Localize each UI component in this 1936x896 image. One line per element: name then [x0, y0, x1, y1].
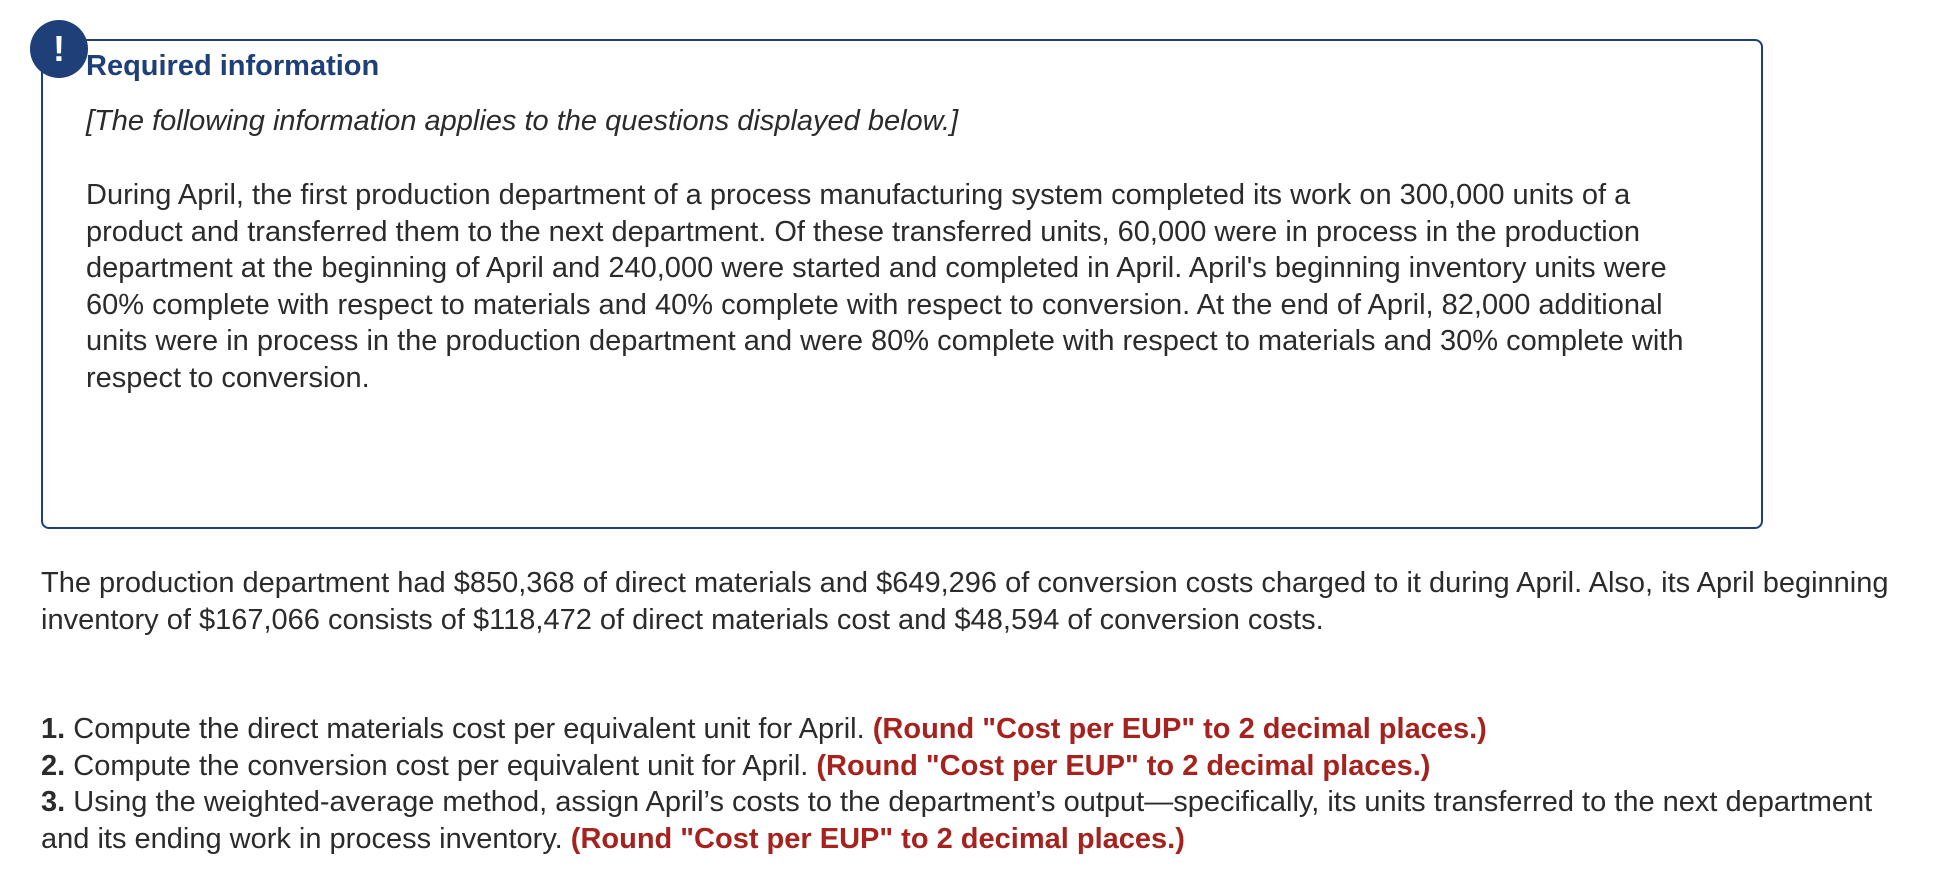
question-number: 2. — [41, 749, 66, 782]
applies-note: [The following information applies to the questions displayed below.] — [86, 105, 959, 137]
rounding-instruction: (Round "Cost per EUP" to 2 decimal places.) — [570, 822, 1185, 855]
question-text: Compute the direct materials cost per equivalent unit for April. — [65, 713, 873, 745]
question-text: Compute the conversion cost per equivalent unit for April. — [65, 749, 817, 782]
rounding-instruction: (Round "Cost per EUP" to 2 decimal places.) — [816, 749, 1431, 782]
question-list — [41, 711, 1901, 857]
rounding-instruction: (Round "Cost per EUP" to 2 decimal places.) — [872, 713, 1487, 745]
required-information-heading: Required information — [86, 50, 380, 82]
question-item — [41, 748, 1901, 785]
question-number: 1. — [41, 713, 66, 745]
scenario-paragraph: During April, the first production department of a process manufacturing system completed its work on 300,000 units of a product and transferred them to the next department. Of these transferred units, 60,000 were in process in the production department at the beginning of April and 240,000 were started and completed in April. April's beginning inventory units were 60% complete with respect to materials and 40% complete with respect to conversion. At the end of April, 82,000 additional units were in process in the production department and were 80% complete with respect to materials and 30% complete with respect to conversion. — [86, 179, 1684, 394]
cost-data-paragraph: The production department had $850,368 of direct materials and $649,296 of conversion costs charged to it during April. Also, its April beginning inventory of $167,066 consists of $118,472 of direct materials cost and $48,594 of conversion costs. — [41, 567, 1889, 636]
question-text: Using the weighted-average method, assign April’s costs to the department’s output—specifically, its units transferred to the next department and its ending work in process inventory. — [41, 786, 1873, 855]
question-number: 3. — [41, 786, 66, 818]
question-item — [41, 784, 1901, 857]
question-item — [41, 711, 1901, 748]
exclamation-icon: ! — [30, 20, 88, 78]
